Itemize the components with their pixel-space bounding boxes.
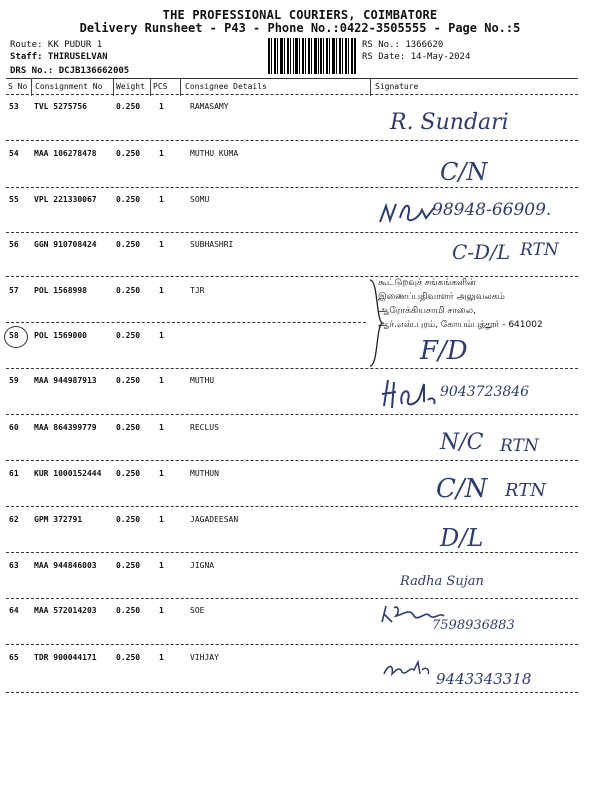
row-pcs: 1 [159, 376, 164, 385]
row-separator [6, 598, 578, 599]
row-sno: 56 [9, 240, 19, 249]
row-separator [6, 552, 578, 553]
row-details: RAMASAMY [190, 102, 229, 111]
col-header-weight: Weight [116, 82, 145, 91]
row-weight: 0.250 [116, 376, 141, 385]
row-consignment: TDR 900044171 [34, 653, 97, 662]
row-sno: 55 [9, 195, 19, 204]
signature-59: 9043723846 [440, 384, 530, 400]
row-pcs: 1 [159, 331, 164, 340]
scribble-signature-icon [382, 658, 432, 680]
row-separator [6, 322, 366, 323]
row-consignment: VPL 221330067 [34, 195, 97, 204]
signature-61-status: C/N [436, 474, 488, 504]
signature-53: R. Sundari [390, 110, 509, 135]
row-weight: 0.250 [116, 561, 141, 570]
row-details: JAGADEESAN [190, 515, 239, 524]
stamp-line: ஆரோக்கியசாமி சாலை, [378, 306, 476, 316]
signature-62: D/L [440, 524, 484, 552]
row-consignment: KUR 1000152444 [34, 469, 102, 478]
signature-60-status: N/C [440, 430, 484, 455]
row-consignment: MAA 944846003 [34, 561, 97, 570]
row-consignment: TVL 5275756 [34, 102, 87, 111]
col-header-signature: Signature [375, 82, 419, 91]
row-sno: 60 [9, 423, 19, 432]
signature-55: 98948-66909. [432, 200, 552, 220]
row-details: VIHJAY [190, 653, 219, 662]
row-details: SOMU [190, 195, 210, 204]
row-details: RECLUS [190, 423, 219, 432]
signature-64: 7598936883 [432, 618, 515, 633]
drs-label: DRS No.: DCJB136662005 [10, 66, 130, 76]
row-weight: 0.250 [116, 606, 141, 615]
row-weight: 0.250 [116, 515, 141, 524]
scribble-signature-icon [378, 376, 438, 412]
row-weight: 0.250 [116, 240, 141, 249]
row-separator [6, 506, 578, 507]
signature-56-status: C-D/L [452, 240, 511, 264]
route-label: Route: KK PUDUR 1 [10, 40, 103, 50]
col-divider-pcs [180, 78, 181, 96]
row-pcs: 1 [159, 515, 164, 524]
stamp-line: ஆர்.எஸ்.புரம், கோயம்புத்தூர் - 641002 [378, 320, 543, 330]
row-pcs: 1 [159, 149, 164, 158]
row-pcs: 1 [159, 606, 164, 615]
row-sno: 65 [9, 653, 19, 662]
table-top-border [6, 78, 578, 79]
row-consignment: POL 1568998 [34, 286, 87, 295]
row-details: MUTHU KUMA [190, 149, 239, 158]
row-pcs: 1 [159, 423, 164, 432]
row-separator [6, 414, 578, 415]
signature-63: Radha Sujan [400, 574, 484, 589]
row-details: MUTHU [190, 376, 215, 385]
signature-60-rtn: RTN [500, 436, 539, 456]
row-consignment: MAA 944987913 [34, 376, 97, 385]
signature-54: C/N [440, 158, 488, 186]
row-pcs: 1 [159, 469, 164, 478]
row-consignment: MAA 864399779 [34, 423, 97, 432]
row-separator [6, 644, 578, 645]
row-weight: 0.250 [116, 102, 141, 111]
row-weight: 0.250 [116, 423, 141, 432]
row-details: SUBHASHRI [190, 240, 234, 249]
rs-number: RS No.: 1366620 [362, 40, 444, 50]
row-sno: 58 [9, 331, 19, 340]
row-separator [6, 140, 578, 141]
barcode-image [268, 38, 356, 74]
row-separator [6, 187, 578, 188]
row-pcs: 1 [159, 102, 164, 111]
row-weight: 0.250 [116, 195, 141, 204]
stamp-line: இணைப்பதிவாளர் அலுவலகம் [378, 292, 505, 302]
runsheet-line: Delivery Runsheet - P43 - Phone No.:0422-3505555 - Page No.:5 [79, 21, 521, 35]
col-divider-weight [150, 78, 151, 96]
col-header-pcs: PCS [153, 82, 168, 91]
row-details: TJR [190, 286, 205, 295]
signature-56-rtn: RTN [520, 240, 559, 260]
staff-label: Staff: THIRUSELVAN [10, 52, 108, 62]
row-sno: 54 [9, 149, 19, 158]
col-divider-consignment [113, 78, 114, 96]
col-header-details: Consignee Details [185, 82, 267, 91]
header-divider [6, 94, 578, 95]
row-weight: 0.250 [116, 149, 141, 158]
row-pcs: 1 [159, 240, 164, 249]
company-title: THE PROFESSIONAL COURIERS, COIMBATORE [162, 8, 438, 22]
row-sno: 59 [9, 376, 19, 385]
office-stamp [378, 276, 568, 332]
col-divider-sno [31, 78, 32, 96]
row-sno: 61 [9, 469, 19, 478]
signature-61-rtn: RTN [505, 480, 546, 501]
row-weight: 0.250 [116, 653, 141, 662]
signature-65: 9443343318 [436, 670, 532, 688]
row-separator [6, 460, 578, 461]
row-pcs: 1 [159, 561, 164, 570]
scribble-signature-icon [378, 198, 438, 228]
row-consignment: GPM 372791 [34, 515, 83, 524]
col-divider-details [370, 78, 371, 96]
row-pcs: 1 [159, 195, 164, 204]
row-details: JIGNA [190, 561, 215, 570]
row-sno: 53 [9, 102, 19, 111]
row-weight: 0.250 [116, 286, 141, 295]
row-sno: 57 [9, 286, 19, 295]
signature-58: F/D [420, 336, 468, 366]
row-weight: 0.250 [116, 331, 141, 340]
row-sno: 63 [9, 561, 19, 570]
row-weight: 0.250 [116, 469, 141, 478]
row-separator [6, 692, 578, 693]
stamp-line: கூட்டுறவுச் சங்கங்களின் [378, 278, 476, 288]
row-consignment: POL 1569000 [34, 331, 87, 340]
row-sno: 62 [9, 515, 19, 524]
col-header-sno: S No [8, 82, 28, 91]
col-header-consignment: Consignment No [35, 82, 103, 91]
row-consignment: MAA 106278478 [34, 149, 97, 158]
row-consignment: GGN 910708424 [34, 240, 97, 249]
row-details: MUTHUN [190, 469, 219, 478]
row-separator [6, 232, 578, 233]
row-separator [6, 368, 578, 369]
row-details: SOE [190, 606, 205, 615]
rs-date: RS Date: 14-May-2024 [362, 52, 471, 62]
row-sno: 64 [9, 606, 19, 615]
row-consignment: MAA 572014203 [34, 606, 97, 615]
row-pcs: 1 [159, 286, 164, 295]
row-pcs: 1 [159, 653, 164, 662]
